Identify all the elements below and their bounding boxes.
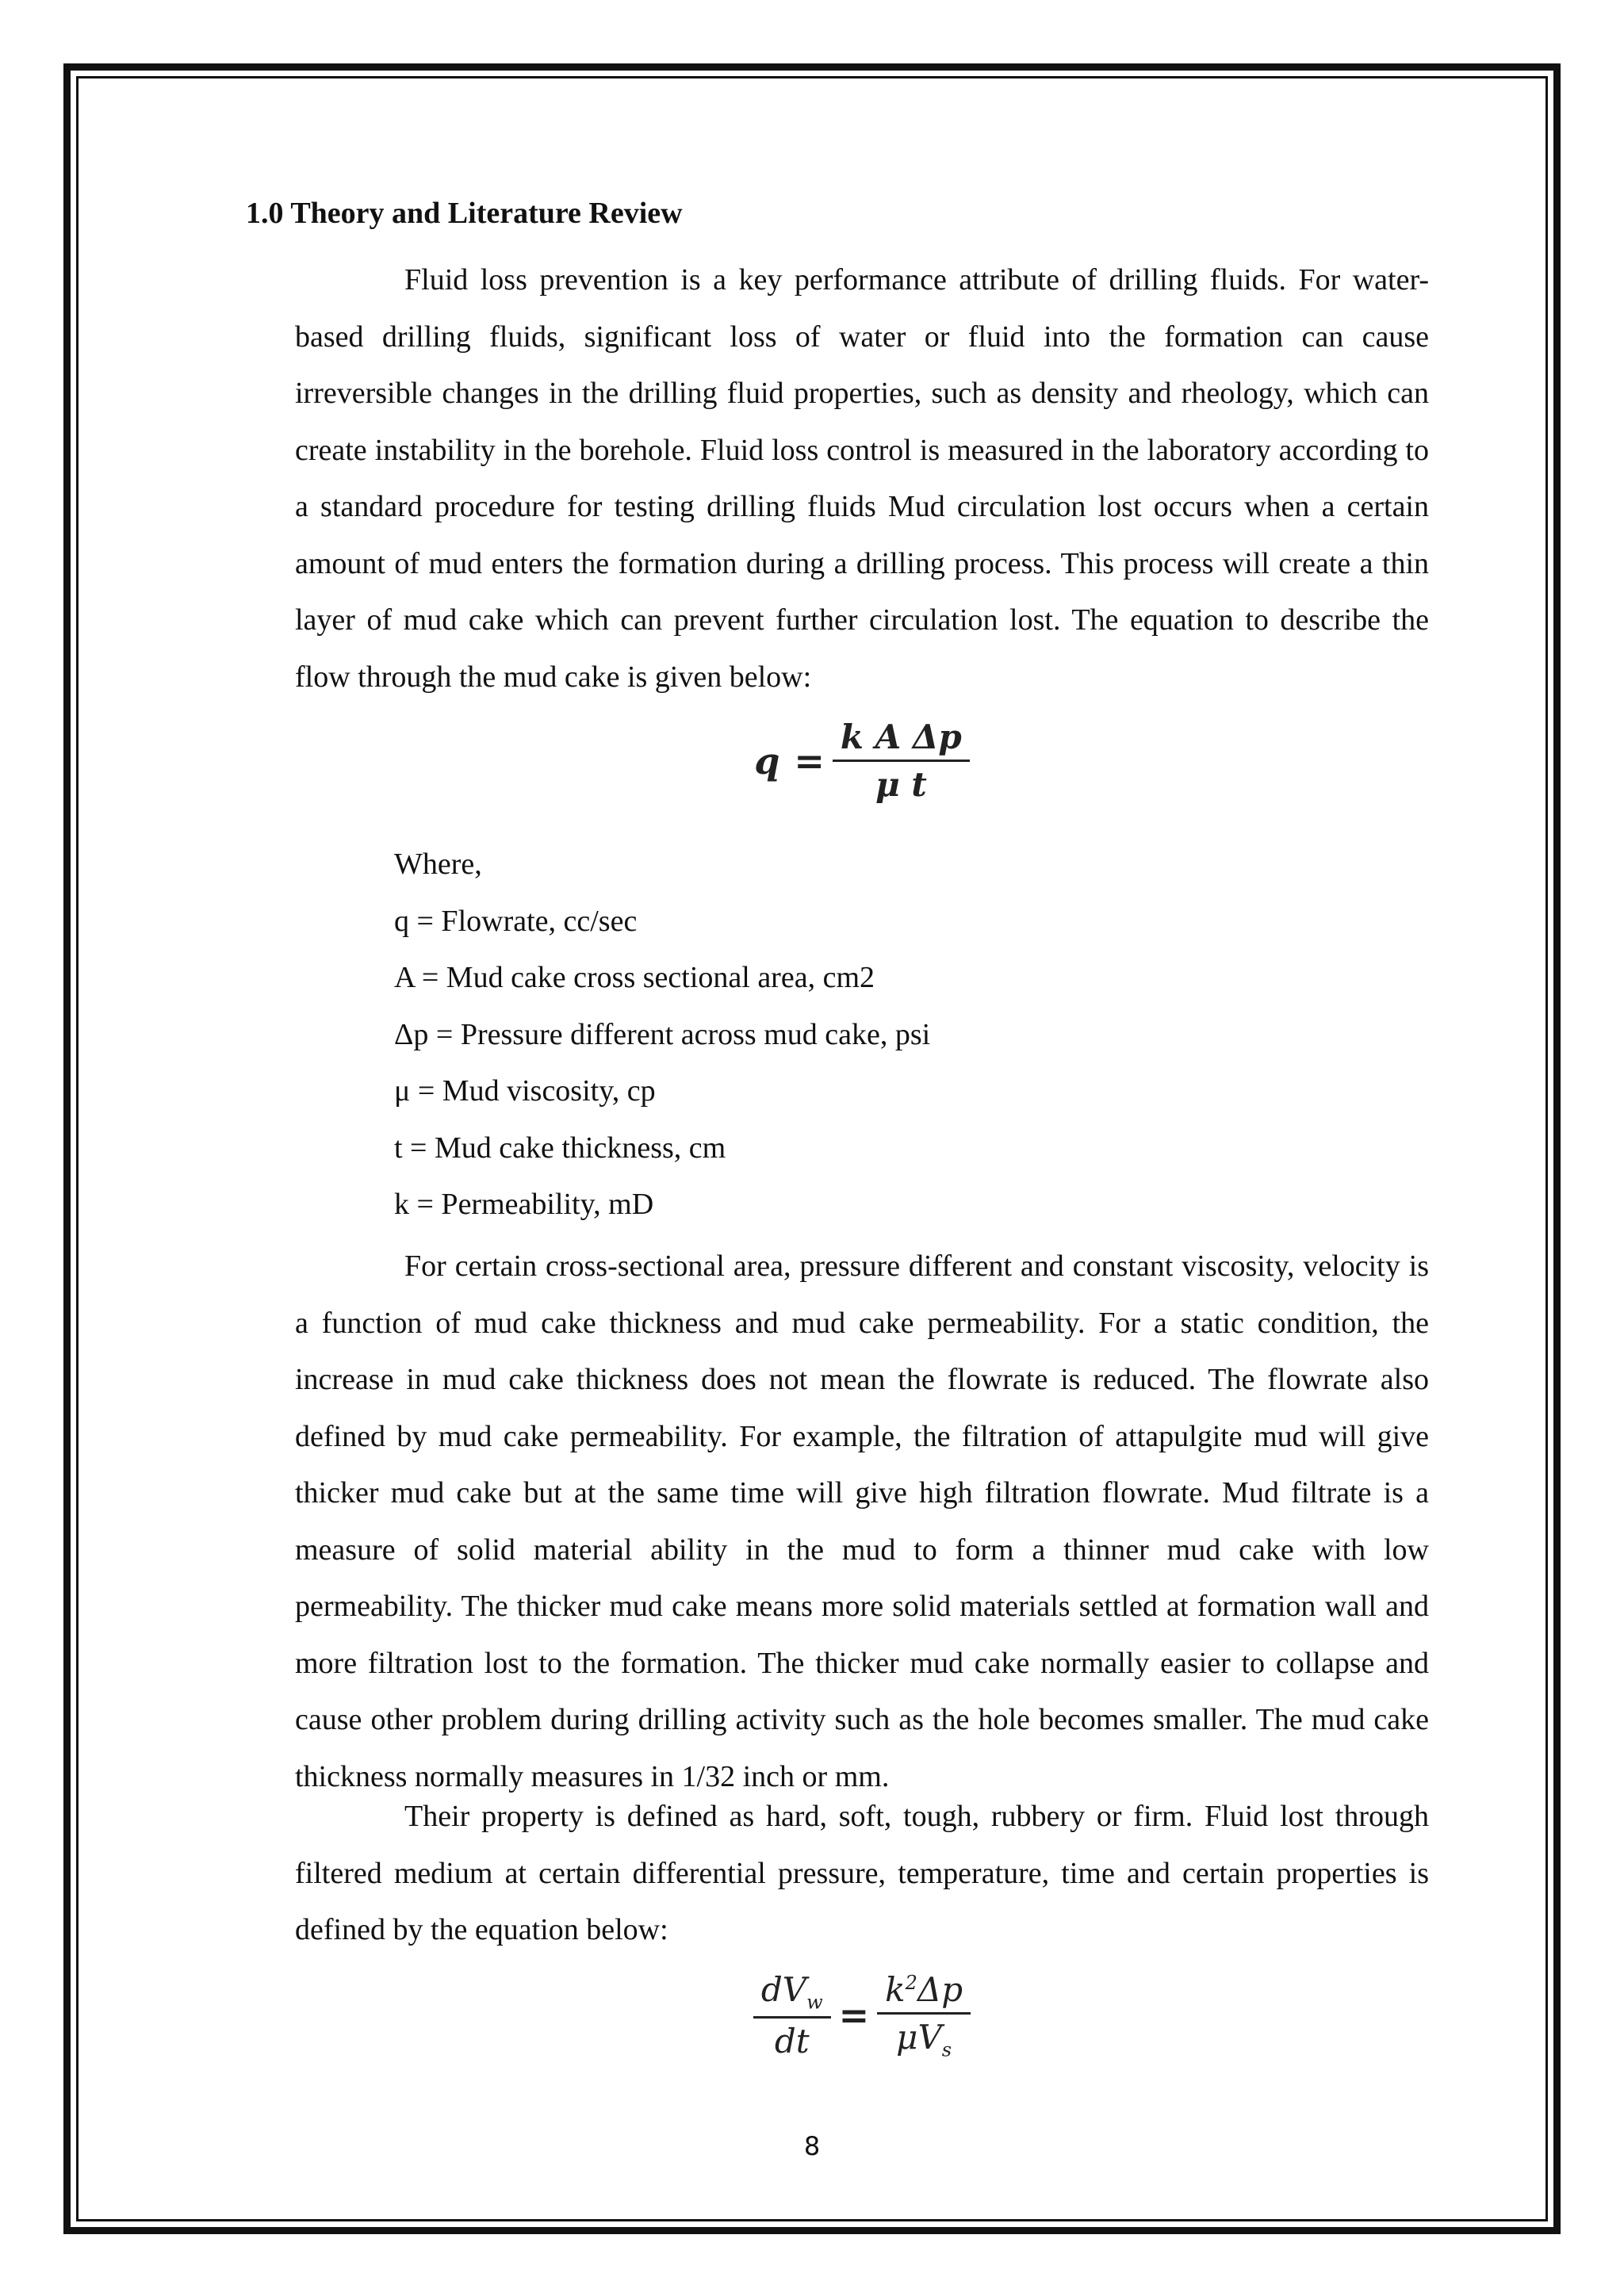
flow-equation <box>295 718 1429 804</box>
equation-denominator: μ t <box>875 765 927 804</box>
definition-pressure: Δp = Pressure different across mud cake, psi <box>394 1017 931 1051</box>
equation-numerator: k A Δp <box>833 718 970 762</box>
equation-lhs: q <box>754 739 780 783</box>
paragraph-mud-cake: For certain cross-sectional area, pressure different and constant viscosity, velocity is a function of mud cake thickness and mud cake permeability. For a static condition, the increase in mud cake thickness does not mean the flowrate is reduced. The flowrate also defined by mud cake permeability. For example, the filtration of attapulgite mud will give thicker mud cake but at the same time will give high filtration flowrate. Mud filtrate is a measure of solid material ability in the mud to form a thinner mud cake with low permeability. The thicker mud cake means more solid materials settled at formation wall and more filtration lost to the formation. The thicker mud cake normally easier to collapse and cause other problem during drilling activity such as the hole becomes smaller. The mud cake thickness normally measures in 1/32 inch or mm. <box>295 1249 1429 1793</box>
section-heading: 1.0 Theory and Literature Review <box>246 197 683 230</box>
eq2-equals: = <box>838 1994 870 2038</box>
filtration-equation <box>295 1970 1429 2061</box>
page-number: 8 <box>803 2131 821 2161</box>
definition-viscosity: μ = Mud viscosity, cp <box>394 1074 656 1108</box>
paragraph-property: Their property is defined as hard, soft, tough, rubbery or firm. Fluid lost through filtered medium at certain differential pressure, temperature, time and certain properties is defined by the equation below: <box>295 1800 1429 1946</box>
definition-permeability: k = Permeability, mD <box>394 1188 654 1221</box>
where-label: Where, <box>394 848 482 881</box>
eq2-lhs-denominator: dt <box>774 2022 810 2061</box>
variable-definitions <box>394 836 930 1234</box>
eq2-rhs-numerator: $k^2\Delta p$ <box>877 1970 971 2015</box>
definition-area: A = Mud cake cross sectional area, cm2 <box>394 961 875 994</box>
equation-equals: = <box>794 739 825 783</box>
definition-flowrate: q = Flowrate, cc/sec <box>394 904 638 938</box>
paragraph-fluid-loss: Fluid loss prevention is a key performance attribute of drilling fluids. For water-based drilling fluids, significant loss of water or fluid into the formation can cause irreversible changes in the drilling fluid properties, such as density and rheology, which can create instability in the borehole. Fluid loss control is measured in the laboratory according to a standard procedure for testing drilling fluids Mud circulation lost occurs when a certain amount of mud enters the formation during a drilling process. This process will create a thin layer of mud cake which can prevent further circulation lost. The equation to describe the flow through the mud cake is given below: <box>295 263 1429 694</box>
eq2-lhs-numerator: $dV_w$ <box>753 1970 831 2019</box>
definition-thickness: t = Mud cake thickness, cm <box>394 1131 726 1165</box>
eq2-rhs-denominator: $\mu V_s$ <box>896 2018 952 2061</box>
